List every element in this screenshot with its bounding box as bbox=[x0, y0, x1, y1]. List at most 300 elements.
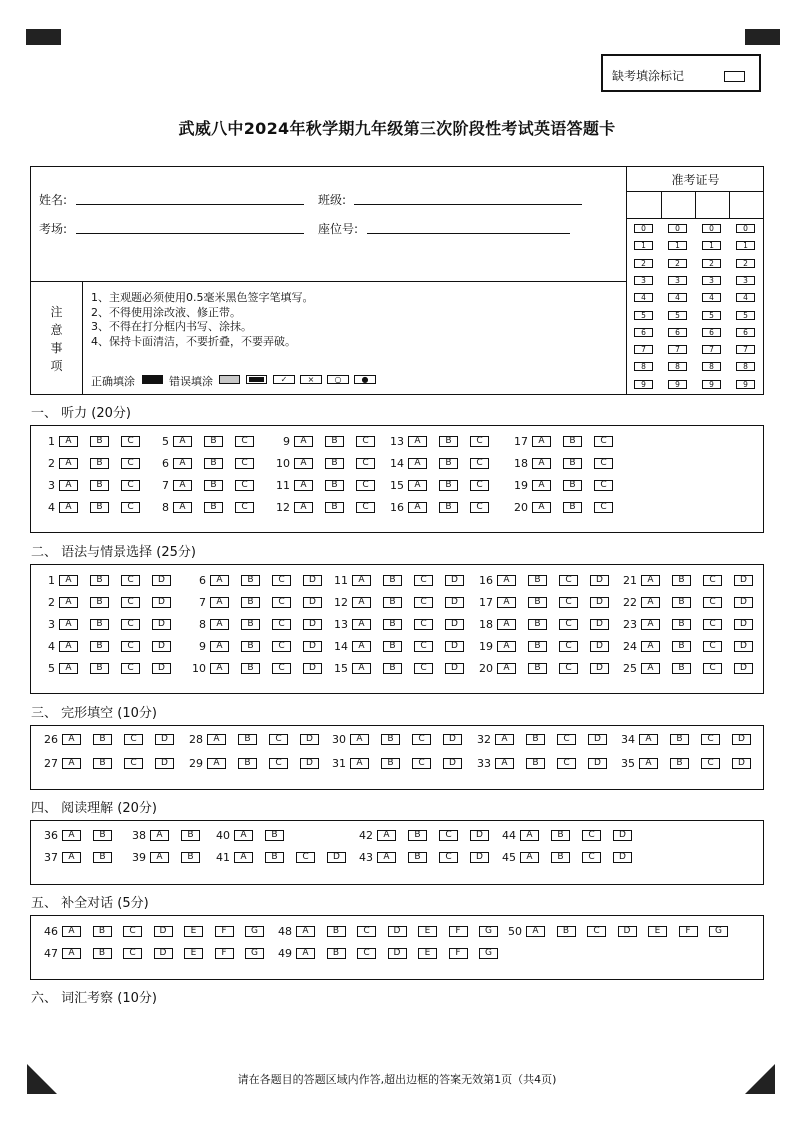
option-bubble-c[interactable]: C bbox=[121, 663, 140, 674]
option-bubble-d[interactable]: D bbox=[618, 926, 637, 937]
option-bubble-a[interactable]: A bbox=[352, 641, 371, 652]
option-bubble-b[interactable]: B bbox=[672, 641, 691, 652]
option-bubble-c[interactable]: C bbox=[357, 926, 376, 937]
option-bubble-b[interactable]: B bbox=[327, 926, 346, 937]
admission-digit-bubble[interactable]: 5 bbox=[702, 311, 721, 320]
option-bubble-c[interactable]: C bbox=[582, 830, 601, 841]
option-bubble-b[interactable]: B bbox=[325, 480, 344, 491]
option-bubble-c[interactable]: C bbox=[412, 758, 431, 769]
option-bubble-c[interactable]: C bbox=[121, 436, 140, 447]
option-bubble-d[interactable]: D bbox=[303, 663, 322, 674]
option-bubble-c[interactable]: C bbox=[272, 619, 291, 630]
admission-digit-bubble[interactable]: 6 bbox=[702, 328, 721, 337]
option-bubble-d[interactable]: D bbox=[590, 597, 609, 608]
admission-digit-bubble[interactable]: 3 bbox=[702, 276, 721, 285]
option-bubble-b[interactable]: B bbox=[241, 575, 260, 586]
option-bubble-c[interactable]: C bbox=[123, 948, 142, 959]
option-bubble-d[interactable]: D bbox=[155, 734, 174, 745]
option-bubble-a[interactable]: A bbox=[294, 436, 313, 447]
option-bubble-d[interactable]: D bbox=[590, 575, 609, 586]
option-bubble-c[interactable]: C bbox=[557, 758, 576, 769]
option-bubble-c[interactable]: C bbox=[587, 926, 606, 937]
option-bubble-a[interactable]: A bbox=[294, 458, 313, 469]
option-bubble-a[interactable]: A bbox=[59, 458, 78, 469]
option-bubble-b[interactable]: B bbox=[383, 663, 402, 674]
admission-digit-bubble[interactable]: 9 bbox=[702, 380, 721, 389]
option-bubble-c[interactable]: C bbox=[414, 575, 433, 586]
option-bubble-a[interactable]: A bbox=[59, 502, 78, 513]
admission-digit-bubble[interactable]: 5 bbox=[634, 311, 653, 320]
option-bubble-b[interactable]: B bbox=[90, 663, 109, 674]
option-bubble-c[interactable]: C bbox=[414, 663, 433, 674]
option-bubble-a[interactable]: A bbox=[210, 619, 229, 630]
option-bubble-b[interactable]: B bbox=[670, 734, 689, 745]
option-bubble-d[interactable]: D bbox=[445, 597, 464, 608]
option-bubble-a[interactable]: A bbox=[173, 502, 192, 513]
option-bubble-a[interactable]: A bbox=[210, 575, 229, 586]
option-bubble-c[interactable]: C bbox=[414, 641, 433, 652]
option-bubble-b[interactable]: B bbox=[93, 852, 112, 863]
option-bubble-b[interactable]: B bbox=[90, 436, 109, 447]
option-bubble-a[interactable]: A bbox=[641, 663, 660, 674]
option-bubble-a[interactable]: A bbox=[62, 948, 81, 959]
option-bubble-f[interactable]: F bbox=[449, 926, 468, 937]
option-bubble-c[interactable]: C bbox=[123, 926, 142, 937]
option-bubble-d[interactable]: D bbox=[732, 734, 751, 745]
option-bubble-d[interactable]: D bbox=[388, 948, 407, 959]
option-bubble-d[interactable]: D bbox=[443, 758, 462, 769]
option-bubble-g[interactable]: G bbox=[709, 926, 728, 937]
option-bubble-b[interactable]: B bbox=[90, 641, 109, 652]
option-bubble-c[interactable]: C bbox=[235, 480, 254, 491]
option-bubble-d[interactable]: D bbox=[588, 734, 607, 745]
option-bubble-b[interactable]: B bbox=[670, 758, 689, 769]
option-bubble-d[interactable]: D bbox=[445, 575, 464, 586]
option-bubble-b[interactable]: B bbox=[557, 926, 576, 937]
option-bubble-a[interactable]: A bbox=[150, 852, 169, 863]
option-bubble-b[interactable]: B bbox=[408, 830, 427, 841]
option-bubble-d[interactable]: D bbox=[613, 852, 632, 863]
admission-digit-bubble[interactable]: 8 bbox=[702, 362, 721, 371]
admission-digit-bubble[interactable]: 9 bbox=[736, 380, 755, 389]
option-bubble-a[interactable]: A bbox=[520, 830, 539, 841]
option-bubble-a[interactable]: A bbox=[520, 852, 539, 863]
option-bubble-b[interactable]: B bbox=[672, 619, 691, 630]
admission-digit-bubble[interactable]: 6 bbox=[736, 328, 755, 337]
option-bubble-c[interactable]: C bbox=[582, 852, 601, 863]
admission-digit-bubble[interactable]: 7 bbox=[668, 345, 687, 354]
option-bubble-b[interactable]: B bbox=[327, 948, 346, 959]
option-bubble-c[interactable]: C bbox=[703, 597, 722, 608]
option-bubble-a[interactable]: A bbox=[234, 830, 253, 841]
option-bubble-b[interactable]: B bbox=[381, 734, 400, 745]
option-bubble-b[interactable]: B bbox=[325, 458, 344, 469]
option-bubble-c[interactable]: C bbox=[559, 663, 578, 674]
option-bubble-a[interactable]: A bbox=[59, 480, 78, 491]
option-bubble-d[interactable]: D bbox=[734, 597, 753, 608]
option-bubble-c[interactable]: C bbox=[703, 619, 722, 630]
option-bubble-b[interactable]: B bbox=[528, 641, 547, 652]
option-bubble-a[interactable]: A bbox=[59, 641, 78, 652]
admission-digit-bubble[interactable]: 4 bbox=[668, 293, 687, 302]
option-bubble-d[interactable]: D bbox=[445, 619, 464, 630]
option-bubble-d[interactable]: D bbox=[152, 641, 171, 652]
admission-digit-bubble[interactable]: 1 bbox=[702, 241, 721, 250]
option-bubble-c[interactable]: C bbox=[470, 458, 489, 469]
option-bubble-b[interactable]: B bbox=[439, 458, 458, 469]
option-bubble-c[interactable]: C bbox=[703, 641, 722, 652]
absent-marker-bubble[interactable] bbox=[724, 71, 745, 82]
option-bubble-b[interactable]: B bbox=[90, 575, 109, 586]
admission-digit-bubble[interactable]: 2 bbox=[634, 259, 653, 268]
option-bubble-b[interactable]: B bbox=[93, 734, 112, 745]
option-bubble-d[interactable]: D bbox=[613, 830, 632, 841]
option-bubble-b[interactable]: B bbox=[90, 597, 109, 608]
option-bubble-e[interactable]: E bbox=[418, 948, 437, 959]
option-bubble-b[interactable]: B bbox=[383, 619, 402, 630]
option-bubble-a[interactable]: A bbox=[641, 619, 660, 630]
option-bubble-a[interactable]: A bbox=[495, 758, 514, 769]
option-bubble-b[interactable]: B bbox=[204, 458, 223, 469]
option-bubble-a[interactable]: A bbox=[377, 830, 396, 841]
option-bubble-c[interactable]: C bbox=[121, 619, 140, 630]
option-bubble-b[interactable]: B bbox=[551, 830, 570, 841]
admission-digit-bubble[interactable]: 9 bbox=[634, 380, 653, 389]
admission-digit-bubble[interactable]: 1 bbox=[634, 241, 653, 250]
admission-digit-bubble[interactable]: 8 bbox=[668, 362, 687, 371]
option-bubble-a[interactable]: A bbox=[532, 436, 551, 447]
option-bubble-b[interactable]: B bbox=[204, 436, 223, 447]
option-bubble-c[interactable]: C bbox=[559, 597, 578, 608]
option-bubble-b[interactable]: B bbox=[672, 663, 691, 674]
option-bubble-b[interactable]: B bbox=[241, 641, 260, 652]
option-bubble-c[interactable]: C bbox=[703, 575, 722, 586]
option-bubble-a[interactable]: A bbox=[173, 436, 192, 447]
option-bubble-b[interactable]: B bbox=[383, 575, 402, 586]
option-bubble-c[interactable]: C bbox=[272, 597, 291, 608]
option-bubble-a[interactable]: A bbox=[497, 619, 516, 630]
option-bubble-d[interactable]: D bbox=[303, 619, 322, 630]
option-bubble-c[interactable]: C bbox=[121, 641, 140, 652]
option-bubble-b[interactable]: B bbox=[204, 480, 223, 491]
option-bubble-a[interactable]: A bbox=[497, 641, 516, 652]
option-bubble-d[interactable]: D bbox=[300, 734, 319, 745]
option-bubble-c[interactable]: C bbox=[124, 758, 143, 769]
option-bubble-b[interactable]: B bbox=[526, 758, 545, 769]
option-bubble-b[interactable]: B bbox=[181, 852, 200, 863]
admission-digit-bubble[interactable]: 4 bbox=[736, 293, 755, 302]
option-bubble-d[interactable]: D bbox=[445, 663, 464, 674]
option-bubble-d[interactable]: D bbox=[154, 948, 173, 959]
option-bubble-e[interactable]: E bbox=[418, 926, 437, 937]
option-bubble-a[interactable]: A bbox=[207, 758, 226, 769]
option-bubble-d[interactable]: D bbox=[590, 641, 609, 652]
option-bubble-d[interactable]: D bbox=[734, 641, 753, 652]
option-bubble-c[interactable]: C bbox=[272, 575, 291, 586]
admission-digit-bubble[interactable]: 9 bbox=[668, 380, 687, 389]
option-bubble-b[interactable]: B bbox=[93, 948, 112, 959]
option-bubble-g[interactable]: G bbox=[245, 926, 264, 937]
option-bubble-b[interactable]: B bbox=[439, 436, 458, 447]
option-bubble-g[interactable]: G bbox=[479, 948, 498, 959]
option-bubble-d[interactable]: D bbox=[303, 575, 322, 586]
option-bubble-b[interactable]: B bbox=[238, 758, 257, 769]
option-bubble-a[interactable]: A bbox=[639, 734, 658, 745]
admission-digit-bubble[interactable]: 7 bbox=[736, 345, 755, 354]
option-bubble-a[interactable]: A bbox=[532, 458, 551, 469]
option-bubble-a[interactable]: A bbox=[62, 734, 81, 745]
option-bubble-b[interactable]: B bbox=[563, 480, 582, 491]
option-bubble-b[interactable]: B bbox=[563, 436, 582, 447]
option-bubble-d[interactable]: D bbox=[388, 926, 407, 937]
option-bubble-a[interactable]: A bbox=[532, 502, 551, 513]
option-bubble-d[interactable]: D bbox=[445, 641, 464, 652]
option-bubble-d[interactable]: D bbox=[154, 926, 173, 937]
option-bubble-d[interactable]: D bbox=[590, 619, 609, 630]
option-bubble-d[interactable]: D bbox=[732, 758, 751, 769]
option-bubble-a[interactable]: A bbox=[641, 641, 660, 652]
option-bubble-a[interactable]: A bbox=[59, 663, 78, 674]
option-bubble-c[interactable]: C bbox=[357, 948, 376, 959]
admission-digit-bubble[interactable]: 2 bbox=[668, 259, 687, 268]
option-bubble-b[interactable]: B bbox=[528, 597, 547, 608]
option-bubble-b[interactable]: B bbox=[381, 758, 400, 769]
option-bubble-b[interactable]: B bbox=[93, 830, 112, 841]
option-bubble-b[interactable]: B bbox=[528, 619, 547, 630]
option-bubble-c[interactable]: C bbox=[121, 502, 140, 513]
admission-digit-bubble[interactable]: 4 bbox=[702, 293, 721, 302]
option-bubble-d[interactable]: D bbox=[152, 597, 171, 608]
option-bubble-c[interactable]: C bbox=[356, 436, 375, 447]
option-bubble-d[interactable]: D bbox=[734, 619, 753, 630]
option-bubble-a[interactable]: A bbox=[377, 852, 396, 863]
option-bubble-c[interactable]: C bbox=[594, 436, 613, 447]
option-bubble-c[interactable]: C bbox=[121, 458, 140, 469]
seat-number-field[interactable] bbox=[367, 233, 570, 234]
option-bubble-a[interactable]: A bbox=[296, 926, 315, 937]
option-bubble-c[interactable]: C bbox=[124, 734, 143, 745]
option-bubble-b[interactable]: B bbox=[93, 758, 112, 769]
option-bubble-f[interactable]: F bbox=[449, 948, 468, 959]
option-bubble-b[interactable]: B bbox=[563, 502, 582, 513]
option-bubble-b[interactable]: B bbox=[551, 852, 570, 863]
option-bubble-c[interactable]: C bbox=[272, 663, 291, 674]
option-bubble-b[interactable]: B bbox=[672, 575, 691, 586]
admission-digit-bubble[interactable]: 8 bbox=[736, 362, 755, 371]
admission-digit-bubble[interactable]: 0 bbox=[668, 224, 687, 233]
option-bubble-a[interactable]: A bbox=[408, 480, 427, 491]
admission-digit-bubble[interactable]: 2 bbox=[702, 259, 721, 268]
option-bubble-b[interactable]: B bbox=[383, 597, 402, 608]
option-bubble-d[interactable]: D bbox=[327, 852, 346, 863]
option-bubble-a[interactable]: A bbox=[497, 597, 516, 608]
option-bubble-d[interactable]: D bbox=[588, 758, 607, 769]
option-bubble-a[interactable]: A bbox=[350, 758, 369, 769]
admission-digit-bubble[interactable]: 1 bbox=[736, 241, 755, 250]
option-bubble-a[interactable]: A bbox=[532, 480, 551, 491]
admission-digit-bubble[interactable]: 7 bbox=[702, 345, 721, 354]
option-bubble-b[interactable]: B bbox=[241, 619, 260, 630]
option-bubble-d[interactable]: D bbox=[734, 663, 753, 674]
option-bubble-a[interactable]: A bbox=[296, 948, 315, 959]
option-bubble-c[interactable]: C bbox=[559, 619, 578, 630]
option-bubble-a[interactable]: A bbox=[408, 436, 427, 447]
option-bubble-c[interactable]: C bbox=[439, 852, 458, 863]
option-bubble-c[interactable]: C bbox=[272, 641, 291, 652]
option-bubble-e[interactable]: E bbox=[184, 948, 203, 959]
option-bubble-a[interactable]: A bbox=[350, 734, 369, 745]
option-bubble-a[interactable]: A bbox=[497, 663, 516, 674]
option-bubble-b[interactable]: B bbox=[90, 502, 109, 513]
option-bubble-a[interactable]: A bbox=[207, 734, 226, 745]
option-bubble-a[interactable]: A bbox=[294, 502, 313, 513]
option-bubble-g[interactable]: G bbox=[479, 926, 498, 937]
option-bubble-d[interactable]: D bbox=[300, 758, 319, 769]
option-bubble-b[interactable]: B bbox=[265, 852, 284, 863]
option-bubble-a[interactable]: A bbox=[497, 575, 516, 586]
option-bubble-b[interactable]: B bbox=[90, 458, 109, 469]
option-bubble-c[interactable]: C bbox=[235, 458, 254, 469]
option-bubble-a[interactable]: A bbox=[352, 619, 371, 630]
option-bubble-c[interactable]: C bbox=[594, 480, 613, 491]
option-bubble-c[interactable]: C bbox=[356, 502, 375, 513]
option-bubble-b[interactable]: B bbox=[204, 502, 223, 513]
option-bubble-b[interactable]: B bbox=[439, 480, 458, 491]
option-bubble-c[interactable]: C bbox=[470, 436, 489, 447]
name-field[interactable] bbox=[76, 204, 304, 205]
option-bubble-a[interactable]: A bbox=[352, 575, 371, 586]
option-bubble-c[interactable]: C bbox=[269, 734, 288, 745]
option-bubble-f[interactable]: F bbox=[215, 948, 234, 959]
admission-digit-bubble[interactable]: 3 bbox=[668, 276, 687, 285]
option-bubble-c[interactable]: C bbox=[296, 852, 315, 863]
option-bubble-a[interactable]: A bbox=[62, 852, 81, 863]
option-bubble-c[interactable]: C bbox=[356, 458, 375, 469]
option-bubble-a[interactable]: A bbox=[641, 575, 660, 586]
option-bubble-d[interactable]: D bbox=[443, 734, 462, 745]
option-bubble-c[interactable]: C bbox=[121, 575, 140, 586]
option-bubble-b[interactable]: B bbox=[90, 619, 109, 630]
option-bubble-d[interactable]: D bbox=[152, 619, 171, 630]
option-bubble-f[interactable]: F bbox=[679, 926, 698, 937]
admission-digit-bubble[interactable]: 6 bbox=[668, 328, 687, 337]
option-bubble-a[interactable]: A bbox=[495, 734, 514, 745]
option-bubble-e[interactable]: E bbox=[648, 926, 667, 937]
admission-digit-bubble[interactable]: 5 bbox=[736, 311, 755, 320]
option-bubble-a[interactable]: A bbox=[641, 597, 660, 608]
option-bubble-b[interactable]: B bbox=[325, 436, 344, 447]
option-bubble-a[interactable]: A bbox=[234, 852, 253, 863]
option-bubble-b[interactable]: B bbox=[563, 458, 582, 469]
option-bubble-c[interactable]: C bbox=[701, 758, 720, 769]
option-bubble-a[interactable]: A bbox=[352, 597, 371, 608]
admission-digit-bubble[interactable]: 0 bbox=[736, 224, 755, 233]
admission-digit-bubble[interactable]: 3 bbox=[634, 276, 653, 285]
option-bubble-a[interactable]: A bbox=[62, 830, 81, 841]
option-bubble-c[interactable]: C bbox=[470, 502, 489, 513]
option-bubble-c[interactable]: C bbox=[235, 502, 254, 513]
option-bubble-a[interactable]: A bbox=[59, 436, 78, 447]
option-bubble-b[interactable]: B bbox=[241, 597, 260, 608]
option-bubble-c[interactable]: C bbox=[559, 575, 578, 586]
option-bubble-a[interactable]: A bbox=[526, 926, 545, 937]
option-bubble-c[interactable]: C bbox=[559, 641, 578, 652]
admission-digit-bubble[interactable]: 3 bbox=[736, 276, 755, 285]
class-field[interactable] bbox=[354, 204, 582, 205]
option-bubble-b[interactable]: B bbox=[325, 502, 344, 513]
exam-room-field[interactable] bbox=[76, 233, 304, 234]
option-bubble-d[interactable]: D bbox=[470, 852, 489, 863]
option-bubble-c[interactable]: C bbox=[412, 734, 431, 745]
option-bubble-d[interactable]: D bbox=[734, 575, 753, 586]
option-bubble-c[interactable]: C bbox=[701, 734, 720, 745]
option-bubble-a[interactable]: A bbox=[62, 926, 81, 937]
option-bubble-a[interactable]: A bbox=[210, 597, 229, 608]
option-bubble-g[interactable]: G bbox=[245, 948, 264, 959]
option-bubble-d[interactable]: D bbox=[303, 597, 322, 608]
option-bubble-a[interactable]: A bbox=[59, 575, 78, 586]
option-bubble-c[interactable]: C bbox=[414, 597, 433, 608]
option-bubble-b[interactable]: B bbox=[526, 734, 545, 745]
admission-digit-bubble[interactable]: 6 bbox=[634, 328, 653, 337]
option-bubble-b[interactable]: B bbox=[672, 597, 691, 608]
option-bubble-b[interactable]: B bbox=[408, 852, 427, 863]
option-bubble-c[interactable]: C bbox=[235, 436, 254, 447]
option-bubble-a[interactable]: A bbox=[62, 758, 81, 769]
option-bubble-c[interactable]: C bbox=[414, 619, 433, 630]
option-bubble-a[interactable]: A bbox=[639, 758, 658, 769]
option-bubble-c[interactable]: C bbox=[356, 480, 375, 491]
admission-number-cells[interactable] bbox=[627, 191, 764, 219]
option-bubble-b[interactable]: B bbox=[241, 663, 260, 674]
option-bubble-a[interactable]: A bbox=[59, 619, 78, 630]
option-bubble-b[interactable]: B bbox=[383, 641, 402, 652]
admission-digit-bubble[interactable]: 7 bbox=[634, 345, 653, 354]
admission-digit-bubble[interactable]: 4 bbox=[634, 293, 653, 302]
option-bubble-a[interactable]: A bbox=[408, 502, 427, 513]
option-bubble-a[interactable]: A bbox=[59, 597, 78, 608]
option-bubble-a[interactable]: A bbox=[210, 641, 229, 652]
option-bubble-b[interactable]: B bbox=[238, 734, 257, 745]
option-bubble-b[interactable]: B bbox=[90, 480, 109, 491]
option-bubble-b[interactable]: B bbox=[181, 830, 200, 841]
option-bubble-a[interactable]: A bbox=[173, 458, 192, 469]
option-bubble-c[interactable]: C bbox=[121, 597, 140, 608]
option-bubble-c[interactable]: C bbox=[557, 734, 576, 745]
admission-digit-bubble[interactable]: 2 bbox=[736, 259, 755, 268]
option-bubble-b[interactable]: B bbox=[528, 575, 547, 586]
option-bubble-b[interactable]: B bbox=[439, 502, 458, 513]
option-bubble-d[interactable]: D bbox=[155, 758, 174, 769]
option-bubble-e[interactable]: E bbox=[184, 926, 203, 937]
option-bubble-c[interactable]: C bbox=[594, 458, 613, 469]
option-bubble-d[interactable]: D bbox=[590, 663, 609, 674]
option-bubble-b[interactable]: B bbox=[528, 663, 547, 674]
option-bubble-c[interactable]: C bbox=[439, 830, 458, 841]
option-bubble-d[interactable]: D bbox=[152, 663, 171, 674]
option-bubble-a[interactable]: A bbox=[150, 830, 169, 841]
admission-digit-bubble[interactable]: 5 bbox=[668, 311, 687, 320]
admission-digit-bubble[interactable]: 8 bbox=[634, 362, 653, 371]
option-bubble-d[interactable]: D bbox=[470, 830, 489, 841]
option-bubble-b[interactable]: B bbox=[93, 926, 112, 937]
option-bubble-a[interactable]: A bbox=[210, 663, 229, 674]
option-bubble-a[interactable]: A bbox=[352, 663, 371, 674]
admission-digit-bubble[interactable]: 0 bbox=[634, 224, 653, 233]
option-bubble-c[interactable]: C bbox=[121, 480, 140, 491]
option-bubble-a[interactable]: A bbox=[408, 458, 427, 469]
admission-digit-bubble[interactable]: 1 bbox=[668, 241, 687, 250]
